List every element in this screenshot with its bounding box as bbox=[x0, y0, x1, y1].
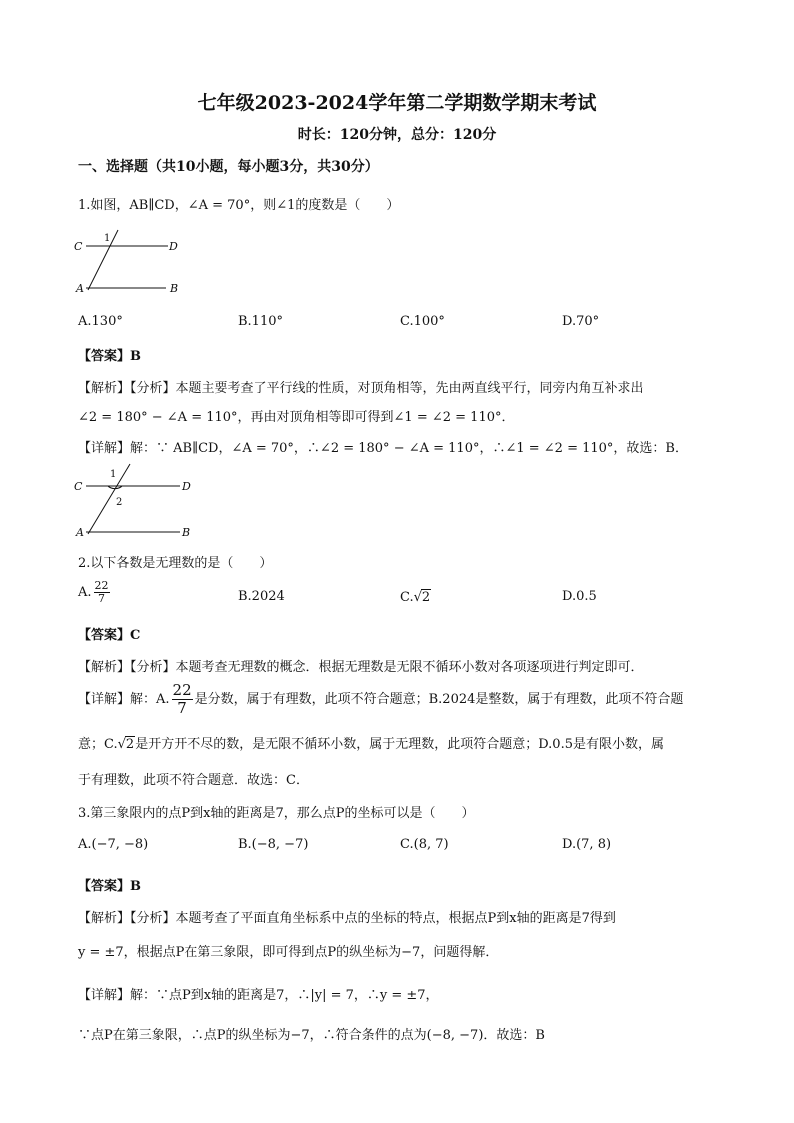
label-c: C bbox=[74, 240, 83, 253]
q3-option-b: B.(−8, −7) bbox=[238, 837, 309, 852]
question-1-figure bbox=[70, 226, 190, 298]
q3-option-a: A.(−7, −8) bbox=[78, 837, 149, 852]
q1-option-b: B.110° bbox=[238, 314, 283, 329]
label-angle-2: 2 bbox=[116, 497, 123, 508]
fraction-22-7: $\frac{22}{7}$ bbox=[172, 681, 192, 717]
sqrt-icon: √ bbox=[413, 590, 422, 605]
page-title: 七年级2023-2024学年第二学期数学期末考试 bbox=[197, 92, 597, 114]
q3-option-c: C.(8, 7) bbox=[400, 837, 449, 852]
question-1-solution-figure bbox=[70, 462, 200, 542]
transversal-line bbox=[88, 464, 130, 534]
label-a: A bbox=[76, 282, 84, 295]
q2-detail-line-3: 于有理数，此项不符合题意．故选：C． bbox=[78, 773, 309, 788]
section-heading: 一、选择题（共10小题，每小题3分，共30分） bbox=[78, 159, 379, 175]
q1-option-c: C.100° bbox=[400, 314, 445, 329]
transversal-line bbox=[88, 230, 118, 290]
label-angle-1: 1 bbox=[104, 233, 111, 244]
q1-option-a: A.130° bbox=[78, 314, 123, 329]
q2-detail-line-1: 【详解】解：A. $\frac{22}{7}$ 是分数，属于有理数，此项不符合题意；B.2024是整数，属于有理数，此项不符合题 bbox=[78, 681, 684, 717]
q3-analysis-line-1: 【解析】【分析】本题考查了平面直角坐标系中点的坐标的特点，根据点P到x轴的距离是7得到 bbox=[78, 911, 616, 926]
q3-option-d: D.(7, 8) bbox=[562, 837, 612, 852]
question-1-stem: 1.如图，AB∥CD，∠A = 70°，则∠1的度数是（ ） bbox=[78, 198, 400, 213]
q1-detail: 【详解】解：∵ AB∥CD，∠A = 70°，∴∠2 = 180° − ∠A = 110°，∴∠1 = ∠2 = 110°，故选：B． bbox=[78, 441, 688, 456]
q3-detail-line-1: 【详解】解：∵点P到x轴的距离是7，∴|y| = 7，∴y = ±7， bbox=[78, 988, 439, 1003]
question-2-stem: 2.以下各数是无理数的是（ ） bbox=[78, 556, 273, 571]
q1-analysis-line-2: ∠2 = 180° − ∠A = 110°，再由对顶角相等即可得到∠1 = ∠2 = 110°． bbox=[78, 410, 515, 425]
q1-answer: 【答案】B bbox=[78, 349, 141, 364]
label-d: D bbox=[169, 240, 178, 253]
q2-option-a: A. $\frac{22}{7}$ bbox=[78, 579, 109, 605]
label-b: B bbox=[170, 282, 179, 295]
label-c: C bbox=[74, 480, 83, 493]
q1-option-d: D.70° bbox=[562, 314, 600, 329]
label-a: A bbox=[76, 526, 84, 539]
label-d: D bbox=[182, 480, 191, 493]
question-3-stem: 3.第三象限内的点P到x轴的距离是7，那么点P的坐标可以是（ ） bbox=[78, 806, 475, 821]
sqrt-icon: √ bbox=[117, 737, 126, 752]
q2-analysis: 【解析】【分析】本题考查无理数的概念．根据无理数是无限不循环小数对各项逐项进行判定即可． bbox=[78, 660, 644, 675]
label-angle-1: 1 bbox=[110, 469, 117, 480]
q3-answer: 【答案】B bbox=[78, 879, 141, 894]
q3-analysis-line-2: y = ±7，根据点P在第三象限，即可得到点P的纵坐标为−7，问题得解． bbox=[78, 945, 499, 960]
exam-info: 时长：120分钟，总分：120分 bbox=[297, 127, 497, 143]
q2-answer: 【答案】C bbox=[78, 628, 141, 643]
q2-detail-line-2: 意；C.√2是开方开不尽的数，是无限不循环小数，属于无理数，此项符合题意；D.0.5是有限小数，属 bbox=[78, 737, 664, 752]
q2-option-d: D.0.5 bbox=[562, 589, 597, 604]
q2-option-b: B.2024 bbox=[238, 589, 285, 604]
q2-option-c: C.√2 bbox=[400, 590, 431, 605]
q1-analysis-line-1: 【解析】【分析】本题主要考查了平行线的性质，对顶角相等，先由两直线平行，同旁内角互补求出 bbox=[78, 381, 644, 396]
fraction-22-7: $\frac{22}{7}$ bbox=[94, 579, 109, 605]
label-b: B bbox=[182, 526, 191, 539]
q3-detail-line-2: ∵点P在第三象限，∴点P的纵坐标为−7，∴符合条件的点为(−8, −7)．故选：B bbox=[78, 1028, 545, 1043]
